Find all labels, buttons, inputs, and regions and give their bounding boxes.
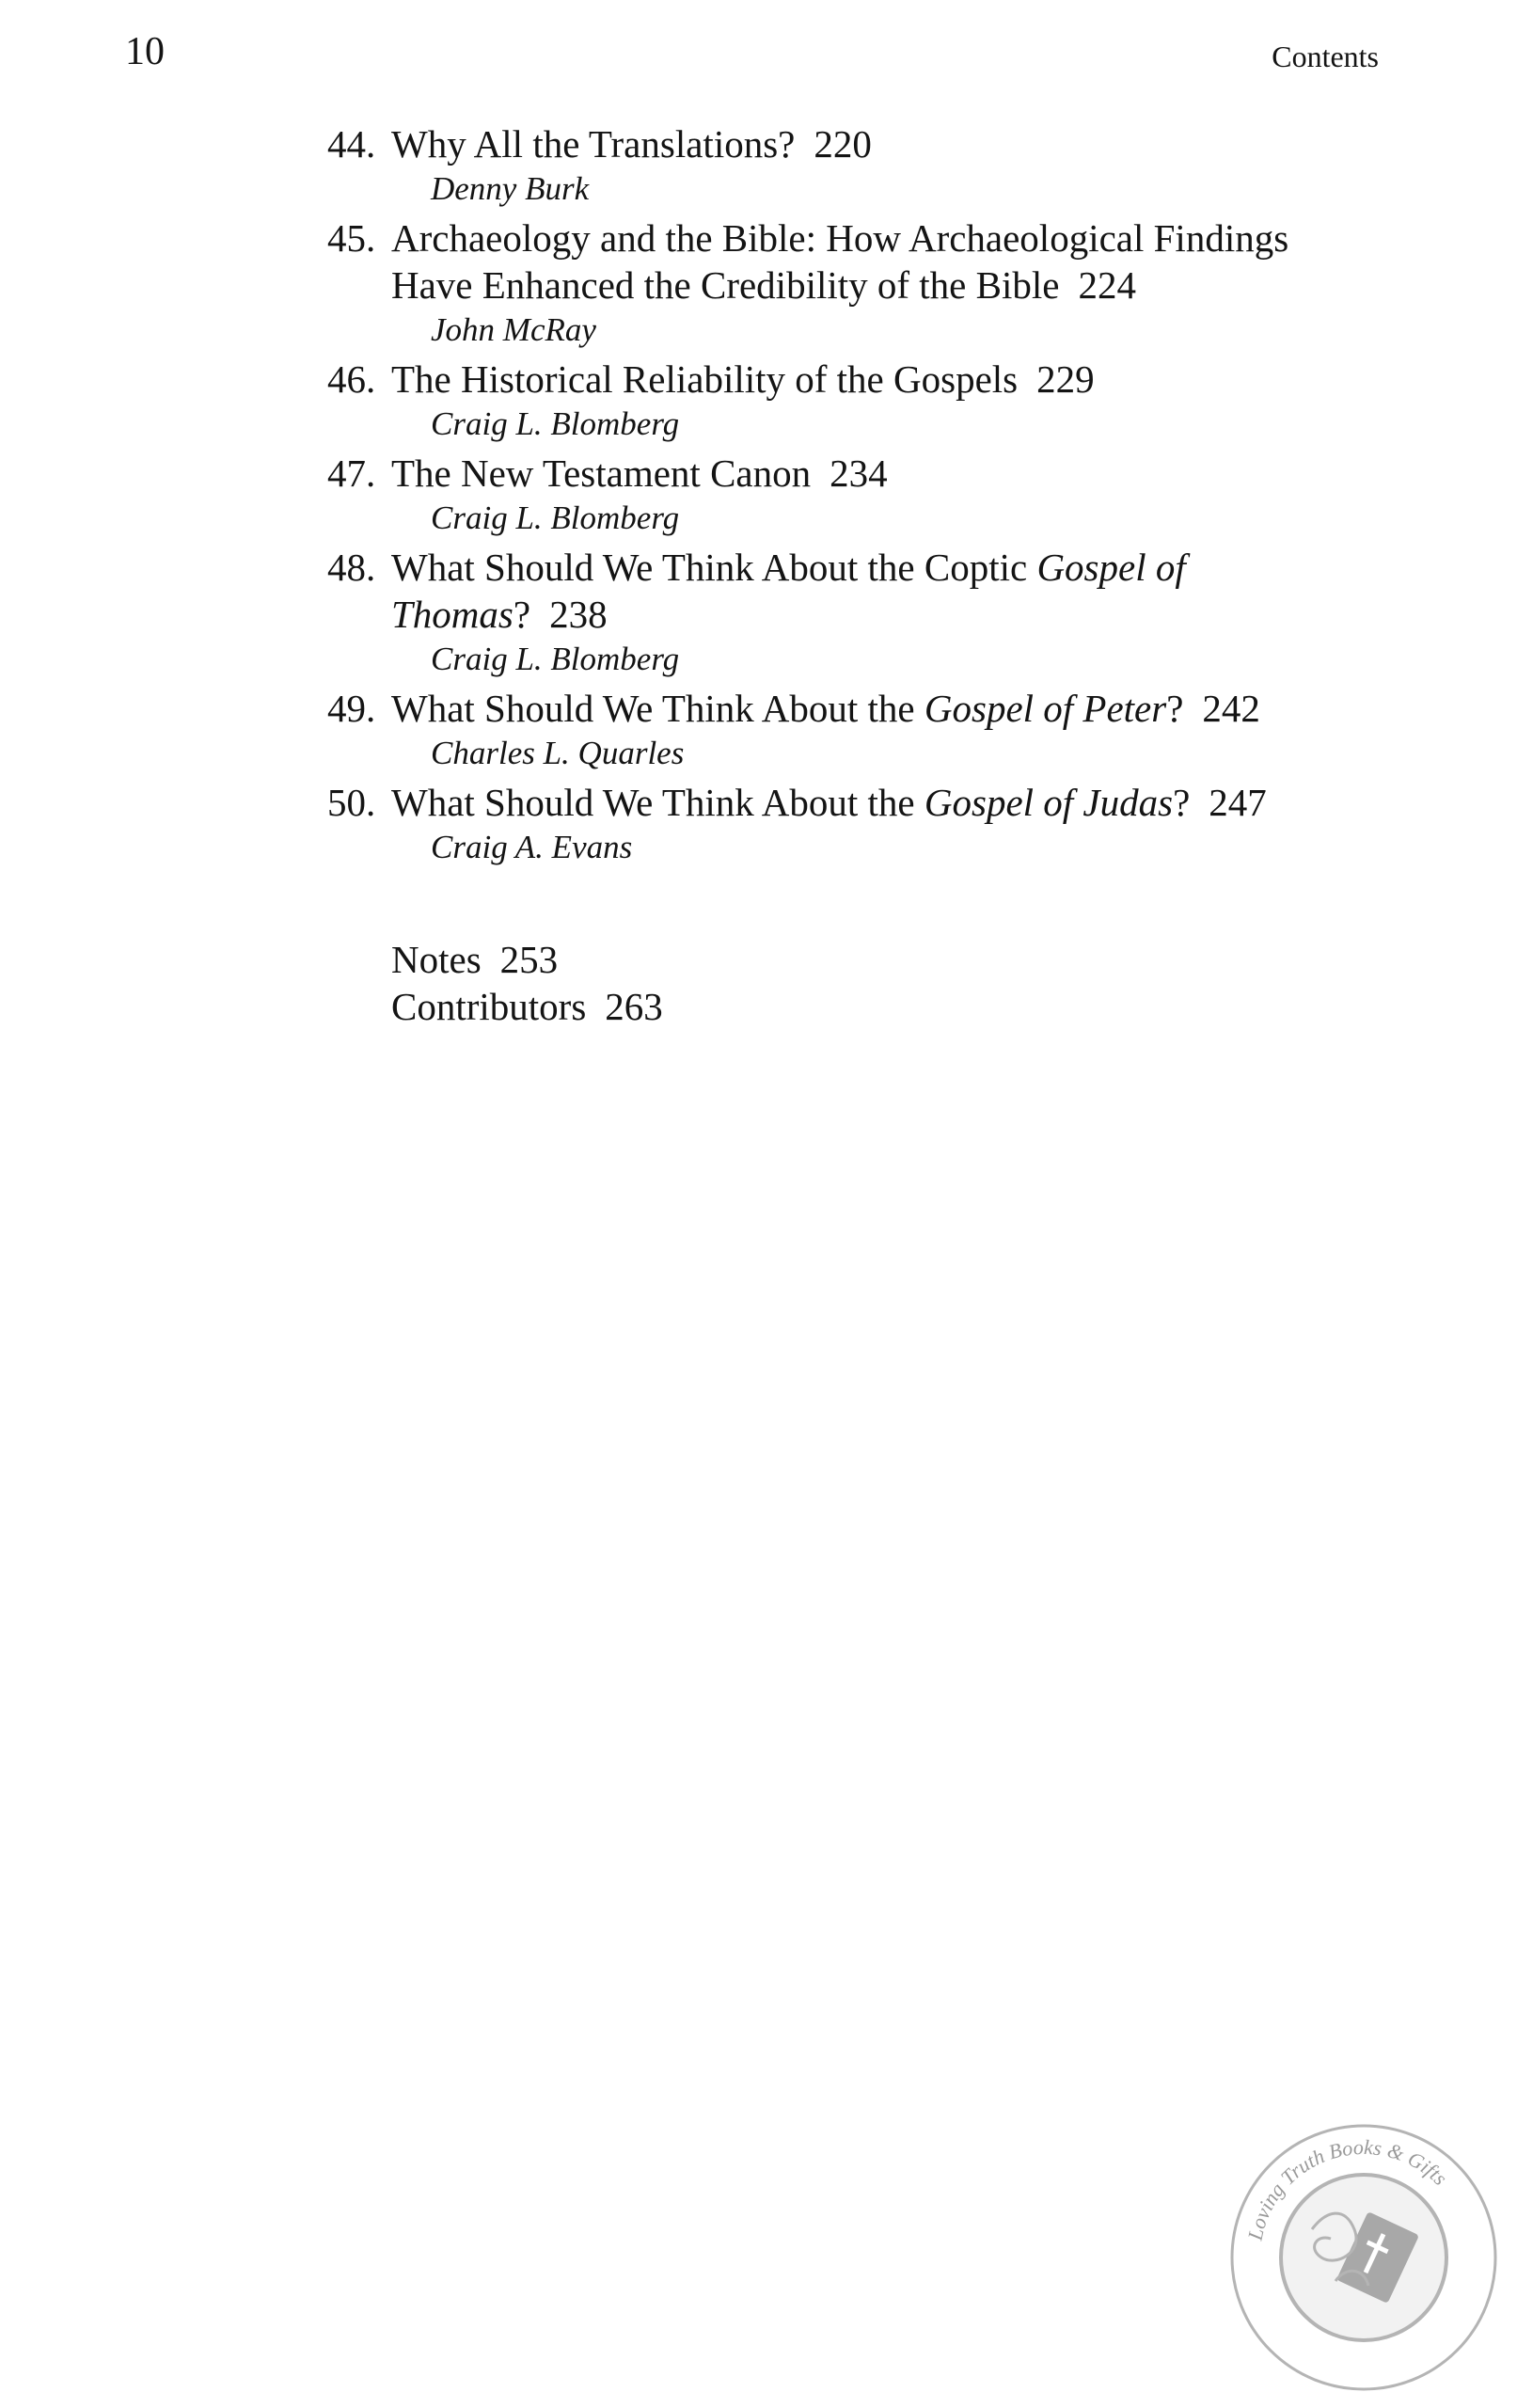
entry-title-text: What Should We Think About the <box>391 781 924 824</box>
running-head: Contents <box>1272 40 1379 73</box>
entry-title-text: What Should We Think About the Coptic <box>391 546 1037 589</box>
store-seal-watermark <box>1223 2116 1505 2399</box>
entry-author: Denny Burk <box>431 170 590 207</box>
entry-title-line <box>391 591 1409 638</box>
toc-entry <box>327 450 1409 539</box>
entry-author: John McRay <box>431 311 596 348</box>
entry-author: Craig A. Evans <box>431 829 633 865</box>
entry-title-text: ? <box>1173 781 1191 824</box>
entry-title-text: The Historical Reliability of the Gospels <box>391 357 1019 401</box>
entry-number: 46. <box>327 357 376 401</box>
entry-title-text: What Should We Think About the <box>391 687 924 730</box>
entry-title-text: The New Testament Canon <box>391 452 812 495</box>
entry-page-number: 238 <box>549 593 608 636</box>
table-of-contents <box>327 120 1409 873</box>
entry-title-line <box>391 450 1409 497</box>
entry-title-italic: Gospel of Peter <box>924 687 1167 730</box>
backmatter-list <box>391 936 663 1030</box>
entry-page-number: 224 <box>1078 263 1136 307</box>
backmatter-page-number: 253 <box>499 938 559 981</box>
entry-author: Craig L. Blomberg <box>431 405 680 442</box>
entry-title-italic: Gospel of <box>1036 546 1186 589</box>
entry-number: 45. <box>327 216 376 260</box>
entry-title-line <box>391 685 1409 732</box>
entry-author: Charles L. Quarles <box>431 735 685 771</box>
backmatter-page-number: 263 <box>605 985 663 1028</box>
entry-title-line <box>391 544 1409 591</box>
entry-page-number: 229 <box>1036 357 1095 401</box>
page-number: 10 <box>125 30 165 73</box>
entry-title-line <box>391 120 1409 167</box>
backmatter-item <box>391 936 663 983</box>
entry-title-text: Have Enhanced the Credibility of the Bible <box>391 263 1060 307</box>
backmatter-label: Notes <box>391 938 482 981</box>
toc-entry <box>327 779 1409 868</box>
entry-page-number: 247 <box>1209 781 1267 824</box>
entry-title-italic: Gospel of Judas <box>924 781 1174 824</box>
entry-title-line <box>391 214 1409 261</box>
toc-entry <box>327 685 1409 774</box>
entry-title-line <box>391 261 1409 309</box>
backmatter-item <box>391 983 663 1030</box>
toc-entry <box>327 544 1409 680</box>
entry-page-number: 242 <box>1202 687 1260 730</box>
entry-number: 50. <box>327 781 376 824</box>
entry-number: 44. <box>327 122 376 166</box>
toc-entry <box>327 120 1409 210</box>
toc-entry <box>327 356 1409 445</box>
entry-author: Craig L. Blomberg <box>431 641 680 677</box>
backmatter-label: Contributors <box>391 985 587 1028</box>
svg-text:Loving Truth Books & Gifts: Loving Truth Books & Gifts <box>1242 2134 1452 2242</box>
entry-page-number: 234 <box>830 452 888 495</box>
entry-number: 47. <box>327 452 376 495</box>
entry-number: 49. <box>327 687 376 730</box>
toc-entry <box>327 214 1409 351</box>
entry-page-number: 220 <box>814 122 872 166</box>
entry-title-text: Why All the Translations? <box>391 122 796 166</box>
entry-author: Craig L. Blomberg <box>431 499 680 536</box>
entry-title-text: ? <box>1166 687 1184 730</box>
entry-title-italic: Thomas <box>391 593 514 636</box>
entry-title-text: Archaeology and the Bible: How Archaeological Findings <box>391 216 1289 260</box>
entry-number: 48. <box>327 546 376 589</box>
entry-title-text: ? <box>513 593 531 636</box>
entry-title-line <box>391 356 1409 403</box>
entry-title-line <box>391 779 1409 826</box>
